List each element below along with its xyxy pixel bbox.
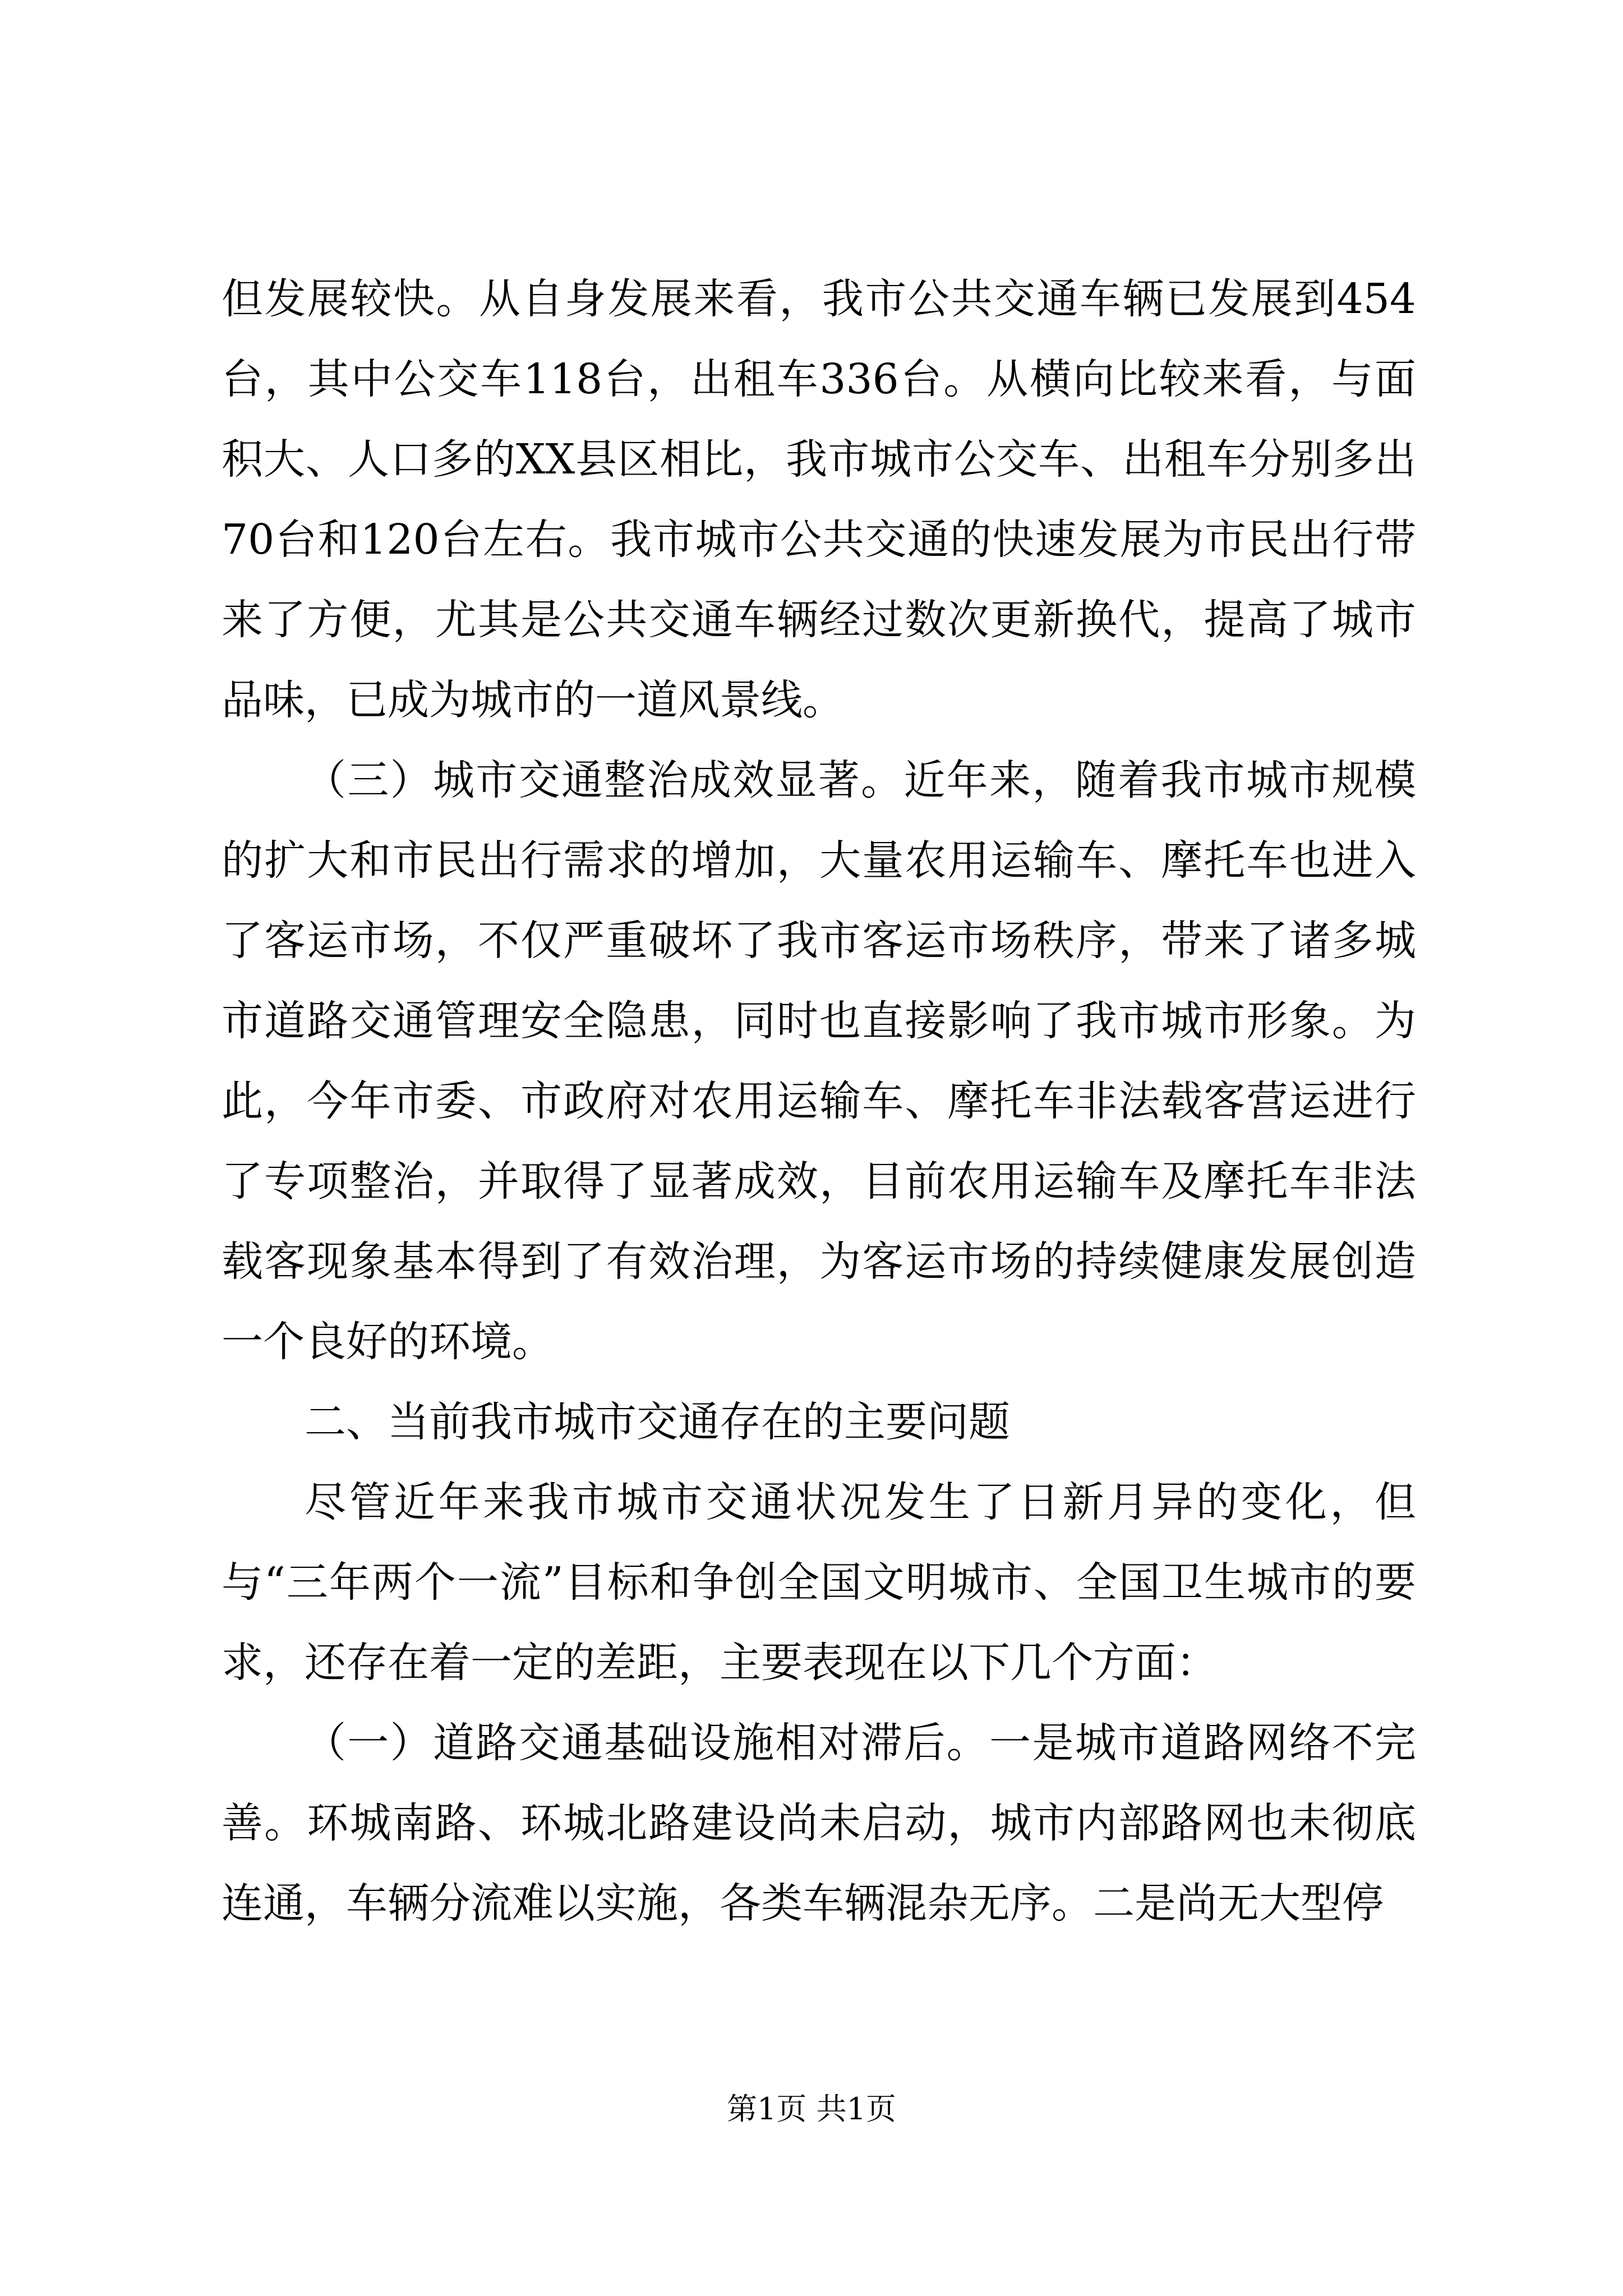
document-body (222, 259, 1416, 1944)
paragraph-traffic-rectification: （三）城市交通整治成效显著。近年来，随着我市城市规模的扩大和市民出行需求的增加，大量农用运输车、摩托车也进入了客运市场，不仅严重破坏了我市客运市场秩序，带来了诸多城市道路交通管理安全隐患，同时也直接影响了我市城市形象。为此，今年市委、市政府对农用运输车、摩托车非法载客营运进行了专项整治，并取得了显著成效，目前农用运输车及摩托车非法载客现象基本得到了有效治理，为客运市场的持续健康发展创造一个良好的环境。 (222, 756, 1416, 1366)
paragraph-continuation: 但发展较快。从自身发展来看，我市公共交通车辆已发展到454台，其中公交车118台，出租车336台。从横向比较来看，与面积大、人口多的XX县区相比，我市城市公交车、出租车分别多出70台和120台左右。我市城市公共交通的快速发展为市民出行带来了方便，尤其是公共交通车辆经过数次更新换代，提高了城市品味，已成为城市的一道风景线。 (222, 275, 1416, 724)
paragraph-problems-intro: 尽管近年来我市城市交通状况发生了日新月异的变化，但与“三年两个一流”目标和争创全国文明城市、全国卫生城市的要求，还存在着一定的差距，主要表现在以下几个方面： (222, 1478, 1416, 1687)
section-heading-main-problems: 二、当前我市城市交通存在的主要问题 (305, 1398, 1010, 1446)
paragraph-infrastructure-lagging: （一）道路交通基础设施相对滞后。一是城市道路网络不完善。环城南路、环城北路建设尚未启动，城市内部路网也未彻底连通，车辆分流难以实施，各类车辆混杂无序。二是尚无大型停 (222, 1719, 1416, 1927)
page-footer: 第1页 共1页 (727, 2091, 896, 2127)
